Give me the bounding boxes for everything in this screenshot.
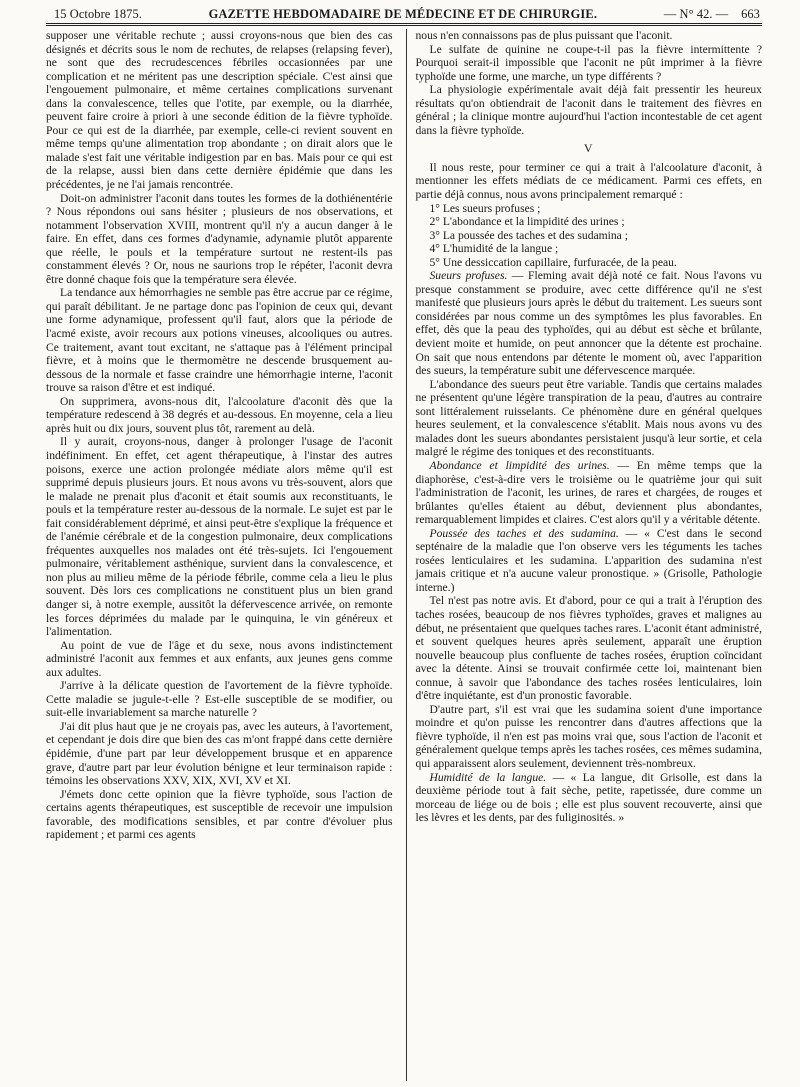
right-column [411,29,762,1081]
paragraph [415,594,762,702]
paragraph: La tendance aux hémorrhagies ne semble pas être accrue par ce régime, qui paraît débilitant. Je ne partage donc pas l'opinion de ceux qui, devant une forme adynamique, professent qu'il faut, alors que la période de l'acmé existe, avoir recours aux potions vineuses, alcooliques ou autres. Ce traitement, avant tout excitant, ne s'attaque pas à l'élément principal fièvre, et à moins que le thermomètre ne descende brusquement au-dessous de la normale et fasse craindre une hémorrhagie interne, l'aconit trouve sa raison d'être et est indiqué. [46,286,393,395]
paragraph [415,527,762,595]
paragraph: J'ai dit plus haut que je ne croyais pas, avec les auteurs, à l'avortement, et cependant je dois dire que bien des cas m'ont frappé dans cette dernière épidémie, d'une part par leur développement brusque et en apparence grave, d'autre part par leur évolution bénigne et leur terminaison rapide : témoins les observations XXV, XIX, XVI, XV et XI. [46,719,393,788]
paragraph-text: — « C'est dans le second septénaire de la maladie que l'on observe vers les téguments les taches rosées lenticulaires et les sudamina. L'apparition des sudamina n'est jamais critique et n'a aucune valeur pronostique. » (Grisolle, Pathologie interne.) [415,526,762,594]
text-columns [46,29,762,1081]
paragraph: Doit-on administrer l'aconit dans toutes les formes de la dothiénentérie ? Nous répondons oui sans hésiter ; plusieurs de nos observations, et notamment l'observation XVIII, montrent qu'il n'y a aucun danger à le faire. En effet, dans ces formes d'adynamie, adynamie plutôt apparente que réelle, le pouls et la température surtout ne restent-ils pas constamment élevés ? Or, nous ne saurions trop le répéter, l'aconit devra être donné chaque fois que la température sera élevée. [46,191,393,286]
column-divider [406,29,407,1081]
paragraph: Au point de vue de l'âge et du sexe, nous avons indistinctement administré l'aconit aux femmes et aux enfants, aux jeunes gens comme aux adultes. [46,638,393,679]
paragraph [415,378,762,459]
left-column [46,29,401,1081]
header-rule-bottom [46,25,762,26]
paragraph: On supprimera, avons-nous dit, l'alcoolature d'aconit dès que la température redescend à 38 degrés et au-dessous. En moyenne, cela a lieu après huit ou dix jours, souvent plus tôt, rarement au delà. [46,394,393,435]
section-numeral: V [583,141,594,156]
header-issue: — N° 42. — [663,7,729,21]
running-header [46,6,762,23]
list-item: 3° La poussée des taches et des sudamina ; [429,228,628,242]
header-page-number: 663 [741,7,760,21]
list-item: 5° Une dessiccation capillaire, furfuracée, de la peau. [429,255,677,269]
header-date: 15 Octobre 1875. [54,7,142,21]
paragraph: J'émets donc cette opinion que la fièvre typhoïde, sous l'action de certains agents thérapeutiques, est susceptible de recevoir une impulsion favorable, des modifications sensibles, et par contre d'évoluer plus rapidement ; et parmi ces agents [46,787,393,842]
paragraph: La physiologie expérimentale avait déjà fait pressentir les heureux résultats qu'on obtiendrait de l'aconit dans le traitement des fièvres en général ; la clinique montre aujourd'hui l'action incontestable de cet agent dans la fièvre typhoïde. [415,83,762,137]
paragraph-heading: Abondance et limpidité des urines. [429,458,610,472]
paragraph: J'arrive à la délicate question de l'avortement de la fièvre typhoïde. Cette maladie se jugule-t-elle ? Est-elle susceptible de se modifier, ou suit-elle invariablement sa marche naturelle ? [46,679,393,720]
paragraph-heading: Humidité de la langue. [429,770,547,784]
paragraph: Il nous reste, pour terminer ce qui a trait à l'alcoolature d'aconit, à mentionner les effets médiats de ce médicament. Parmi ces effets, en partie déjà connus, nous avons principalement remarqué : [415,160,762,202]
paragraph-text: — « La langue, dit Grisolle, est dans la deuxième période tout à fait sèche, petite, rapetissée, dure comme un morceau de liége ou de bois ; elle est plus souvent recouverte, ainsi que les lèvres et les dents, par des fuliginosités. » [415,770,762,825]
paragraph: Le sulfate de quinine ne coupe-t-il pas la fièvre intermittente ? Pourquoi serait-il impossible que l'aconit ne pût imprimer à la fièvre typhoïde une forme, une marche, un type différents ? [415,42,762,83]
paragraph-text: — En même temps que la diaphorèse, c'est-à-dire vers le troisième ou le quatrième jour qui suit l'administration de l'aconit, les urines, de rares et chargées, de rouges et brûlantes qu'elles étaient au début, deviennent plus abondantes, remarquablement limpides et claires. C'est alors qu'il y a véritable détente. [415,458,762,527]
paragraph [415,771,762,825]
paragraph-heading: Poussée des taches et des sudamina. [429,526,619,540]
paragraph-text: — Fleming avait déjà noté ce fait. Nous l'avons vu presque constamment se produire, avec cette différence qu'il ne s'est manifesté que plusieurs jours après le début du traitement. Les sueurs sont considérées par nous comme un des symptômes les plus favorables. En effet, dès que la peau des typhoïdes, qui au début est sèche et brûlante, devient moite et humide, on peut annoncer que la détente est prochaine. On sait que nous entendons par détente le moment où, avec l'apparition des sueurs, la température subit une défervescence marquée. [415,269,762,378]
paragraph-text: Tel n'est pas notre avis. Et d'abord, pour ce qui a trait à l'éruption des taches rosées, beaucoup de nos fièvres typhoïdes, graves et malignes au début, ne présentaient que quelques taches rares. L'aconit étant administré, et souvent quelques heures après seulement, apparaît une éruption nouvelle beaucoup plus confluente de taches rosées, éruption coïncidant avec la détente. Ainsi se trouvait confirmée cette loi, maintenant bien connue, à savoir que l'abondance des taches rosées lenticulaires, loin d'être inquiétante, est d'un pronostic favorable. [415,594,762,703]
header-issue-page [664,6,760,22]
paragraph-text: L'abondance des sueurs peut être variable. Tandis que certains malades ne présentent qu'une légère transpiration de la peau, d'autres au contraire sont littéralement ruisselants. Ce phénomène dure en général quelques heures seulement, et la convalescence s'établit. Mais nous avons vu des malades dont les sueurs abondantes persistaient jusqu'à leur sortie, et cela malgré le régime des toniques et des reconstituants. [415,377,762,459]
paragraph: Il y aurait, croyons-nous, danger à prolonger l'usage de l'aconit indéfiniment. En effet, cet agent thérapeutique, à l'instar des autres poisons, exerce une action prolongée médiate alors même qu'il est supprimé depuis plusieurs jours. Et nous avons vu très-souvent, alors que le malade ne prenait plus d'aconit et était soumis aux reconstituants, le pouls et la température rester au-dessous de la normale. Le sujet est par le fait considérablement déprimé, et ainsi peut-être s'explique la fréquence et de l'anémie cérébrale et de la congestion pulmonaire, deux complications fréquentes auxquelles nos malades ont été très-sujets. Ici l'engouement pulmonaire, véritablement asthénique, survient dans la convalescence, et non plus au milieu même de la période fébrile, comme cela a lieu le plus souvent. Dès lors ces complications ne constituent plus un bien grand danger si, à notre exemple, aussitôt la défervescence arrivée, on remonte les forces déprimées du malade par le quinquina, le vin généreux et l'alimentation. [46,435,393,639]
list-item: 2° L'abondance et la limpidité des urines ; [429,215,625,229]
paragraph: supposer une véritable rechute ; aussi croyons-nous que bien des cas désignés et décrits sous le nom de rechutes, de relapses (relapsing fever), ne sont que des recrudescences fébriles occasionnées par une complication et ne méritent pas une description spéciale. C'est ainsi que l'engouement pulmonaire, et même certaines complications survenant dans la convalescence, telles que l'otite, par exemple, ou la diarrhée, peuvent faire croire à priori à une seconde édition de la fièvre typhoïde. Pour ce qui est de la diarrhée, par exemple, celle-ci revient souvent en même temps qu'une alimentation trop abondante ; on dirait alors que le malade s'est fait une véritable indigestion par en bas. Mais pour ce qui est de la relapse, aussi bien dans cette dernière épidémie que dans les précédentes, je ne l'ai jamais rencontrée. [46,29,393,192]
list-item: 4° L'humidité de la langue ; [429,242,559,256]
paragraph: nous n'en connaissons pas de plus puissant que l'aconit. [415,29,673,42]
paragraph-text: D'autre part, s'il est vrai que les sudamina soient d'une importance moindre et qu'on puisse les rencontrer dans d'autres affections que la fièvre typhoïde, il n'en est pas moins vrai que, sous l'action de l'aconit et généralement quelque temps après les taches rosées, ces mêmes sudamina, qui apparaissent alors seulement, deviennent très-nombreux. [415,702,762,770]
list-item: 1° Les sueurs profuses ; [429,201,541,215]
paragraph-heading: Sueurs profuses. [429,269,508,283]
header-title: GAZETTE HEBDOMADAIRE DE MÉDECINE ET DE CHIRURGIE. [208,7,598,21]
header-rule-top [46,23,762,24]
paragraph [415,703,762,771]
paragraph [415,459,762,527]
paragraph [415,269,762,377]
